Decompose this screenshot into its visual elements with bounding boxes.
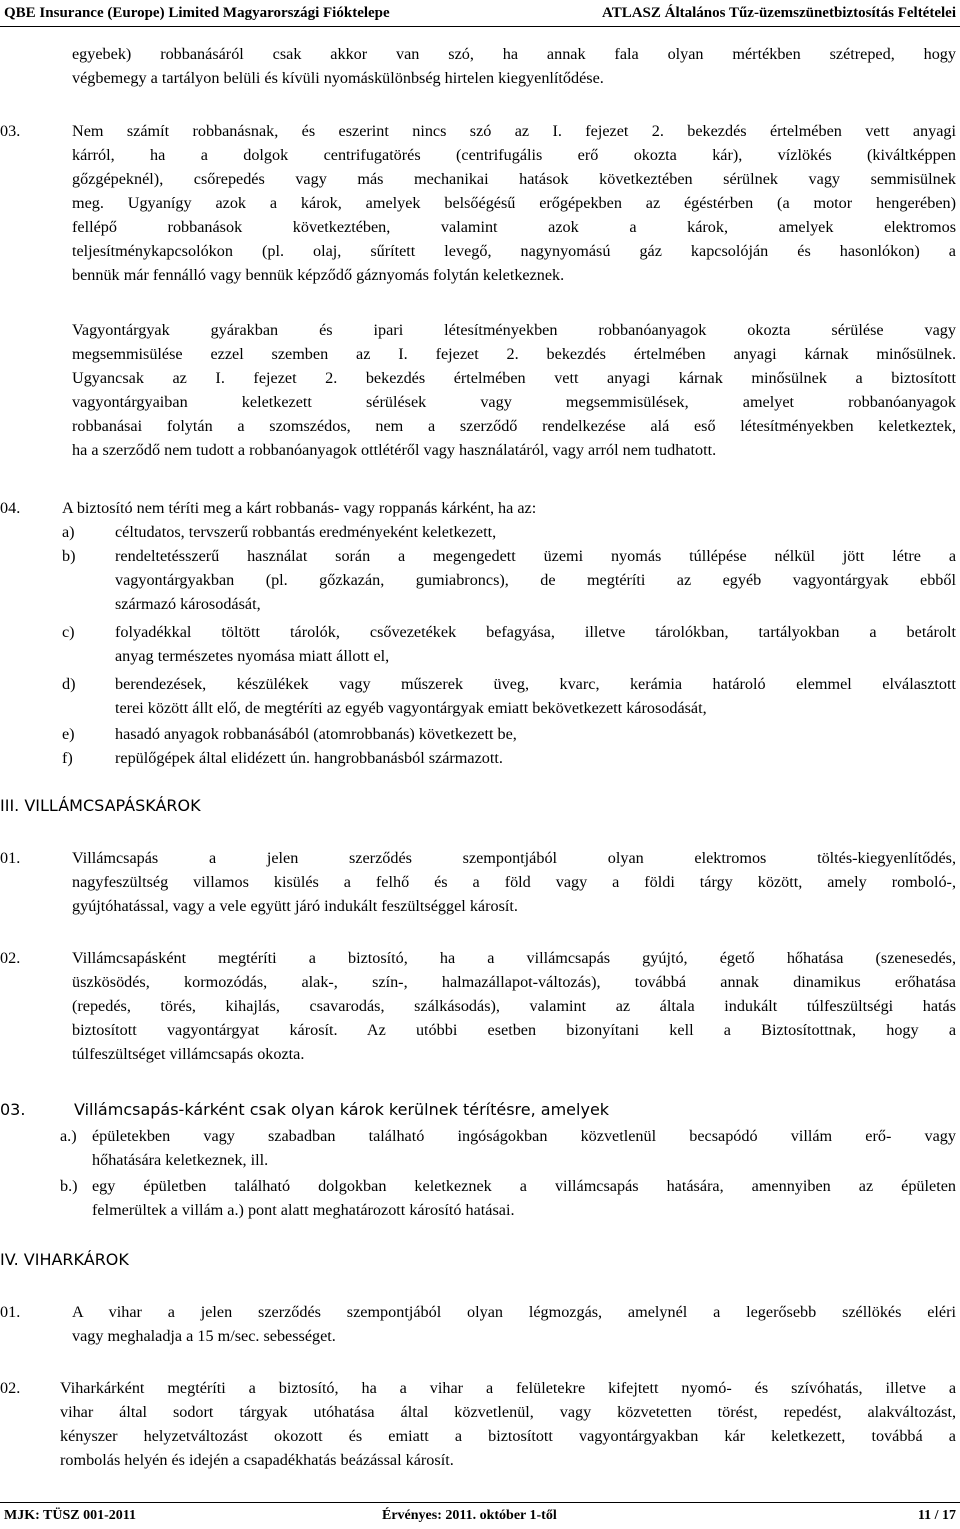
paragraph-villamcsapas-01: [72, 846, 956, 918]
text-line: folyadékkal töltött tárolók, csővezetékek befagyása, illetve tárolókban, tartályokban a betárolt: [115, 623, 956, 641]
text-line: túlfeszültséget villámcsapás okozta.: [72, 1045, 305, 1063]
text-line: kárról, ha a dolgok centrifugatörés (centrifugális erő okozta kár), vízlökés (kiváltképpen: [72, 146, 956, 164]
text-line: ha a szerződő nem tudott a robbanóanyagok ottlétéről vagy használatáról, vagy arról nem tudhatott.: [72, 441, 717, 459]
list-label: d): [62, 675, 76, 693]
list-item: [115, 722, 956, 746]
section-heading: IV. VIHARKÁROK: [0, 1250, 129, 1269]
paragraph-03-continued: [72, 318, 956, 462]
list-label: b.): [60, 1177, 78, 1195]
text-line: berendezések, készülékek vagy műszerek üveg, kvarc, kerámia határoló elemmel elválasztott: [115, 675, 956, 693]
paragraph-vihar-01: [72, 1300, 956, 1348]
text-line: hőhatására keletkeznek, ill.: [92, 1151, 269, 1169]
text-line: származó károsodását,: [115, 595, 261, 613]
text-line: Vagyontárgyak gyárakban és ipari létesítményekben robbanóanyagok okozta sérülése vagy: [72, 321, 956, 339]
footer-document-code: MJK: TÜSZ 001-2011: [4, 1508, 136, 1523]
text-line: egy épületben található dolgokban keletkeznek a villámcsapás hatására, amennyiben az épületen: [92, 1177, 956, 1195]
text-line: bennük már fennálló vagy bennük képződő gáznyomás folytán keletkeznek.: [72, 266, 565, 284]
list-label: a.): [60, 1127, 77, 1145]
text-line: hasadó anyagok robbanásából (atomrobbanás) következett be,: [115, 725, 517, 743]
text-line: rombolás helyén és idején a csapadékhatás beázással károsít.: [60, 1451, 454, 1469]
section-heading: III. VILLÁMCSAPÁSKÁROK: [0, 796, 201, 815]
list-item: [92, 1124, 956, 1172]
paragraph-number: 01.: [0, 1303, 21, 1321]
paragraph-number: 02.: [0, 949, 21, 967]
list-item: [115, 520, 956, 544]
paragraph-villamcsapas-02: [72, 946, 956, 1066]
page-footer: [0, 1502, 960, 1529]
paragraph-intro: A biztosító nem téríti meg a kárt robbanás- vagy roppanás kárként, ha az:: [62, 499, 537, 517]
text-line: fellépő robbanások következtében, valamint azok a károk, amelyek elektromos: [72, 218, 956, 236]
continuation-paragraph: [72, 42, 956, 90]
text-line: üszkösödés, kormozódás, alak-, szín-, halmazállapot-változás), továbbá annak dinamikus erőhatása: [72, 973, 956, 991]
text-line: anyag természetes nyomása miatt állott el,: [115, 647, 390, 665]
list-label: f): [62, 749, 73, 767]
text-line: nagyfeszültség villamos kisülés a felhő és a föld vagy a földi tárgy között, amely romboló-,: [72, 873, 956, 891]
header-company: QBE Insurance (Europe) Limited Magyarországi Fióktelepe: [4, 5, 390, 21]
text-line: Nem számít robbanásnak, és eszerint nincs szó az I. fejezet 2. bekezdés értelmében vett anyagi: [72, 122, 956, 140]
text-line: meg. Ugyanígy azok a károk, amelyek belsőégésű erőgépekben az égéstérben (a motor hengerében): [72, 194, 956, 212]
paragraph-03: [72, 119, 956, 287]
text-line: megsemmisülése ezzel szemben az I. fejezet 2. bekezdés értelmében anyagi kárnak minősülnek.: [72, 345, 956, 363]
text-line: Ugyancsak az I. fejezet 2. bekezdés értelmében vett anyagi kárnak minősülnek a biztosított: [72, 369, 956, 387]
text-line: végbemegy a tartályon belüli és kívüli nyomáskülönbség hirtelen kiegyenlítődése.: [72, 69, 604, 87]
text-line: terei között állt elő, de megtéríti az egyéb vagyontárgyak emiatt bekövetkezett károsodását,: [115, 699, 707, 717]
text-line: egyebek) robbanásáról csak akkor van szó, ha annak fala olyan mértékben szétreped, hogy: [72, 45, 956, 63]
text-line: vihar által sodort tárgyak utóhatása által közvetlenül, vagy közvetetten törést, repedést, alakváltozást,: [60, 1403, 956, 1421]
list-item: [115, 620, 956, 668]
text-line: vagy meghaladja a 15 m/sec. sebességet.: [72, 1327, 336, 1345]
text-line: biztosított vagyontárgyat károsít. Az utóbbi esetben bizonyítani kell a Biztosítottnak, hogy a: [72, 1021, 956, 1039]
list-item: [115, 544, 956, 616]
text-line: vagyontárgyakban (pl. gőzkazán, gumiabroncs), de megtéríti az egyéb vagyontárgyak ebből: [115, 571, 956, 589]
paragraph-vihar-02: [0, 1376, 956, 1472]
footer-validity: Érvényes: 2011. október 1-től: [382, 1508, 557, 1523]
paragraph-number: 03.: [0, 122, 21, 140]
text-line: Viharkárként megtéríti a biztosító, ha a vihar a felületekre kifejtett nyomó- és szívóhatás, illetve a: [60, 1379, 956, 1397]
text-line: vagyontárgyaiban keletkezett sérülések vagy megsemmisülések, amelyet robbanóanyagok: [72, 393, 956, 411]
text-line: gőzgépeknél), csőrepedés vagy más mechanikai hatások következtében sérülnek vagy semmisülnek: [72, 170, 956, 188]
text-line: rendeltetésszerű használat során a megengedett üzemi nyomás túllépése nélkül jött létre a: [115, 547, 956, 565]
list-label: e): [62, 725, 75, 743]
list-item: [115, 672, 956, 720]
text-line: robbanásai folytán a szomszédos, nem a szerződő rendelkezése alá eső létesítményekben keletkeztek,: [72, 417, 956, 435]
text-line: gyújtóhatással, vagy a vele együtt járó indukált feszültséggel károsít.: [72, 897, 518, 915]
text-line: épületekben vagy szabadban található ingóságokban közvetlenül becsapódó villám erő- vagy: [92, 1127, 956, 1145]
text-line: Villámcsapás a jelen szerződés szempontjából olyan elektromos töltés-kiegyenlítődés,: [72, 849, 956, 867]
list-label: a): [62, 523, 75, 541]
page-header: [0, 0, 960, 27]
paragraph-number: 02.: [0, 1379, 21, 1397]
paragraph-number: 03.: [0, 1100, 26, 1119]
text-line: (repedés, törés, kihajlás, csavarodás, szálkásodás), valamint az általa indukált túlfeszültségi hatás: [72, 997, 956, 1015]
paragraph-number: 04.: [0, 499, 21, 517]
text-line: céltudatos, tervszerű robbantás eredményeként keletkezett,: [115, 523, 497, 541]
list-label: c): [62, 623, 75, 641]
text-line: A vihar a jelen szerződés szempontjából olyan légmozgás, amelynél a legerősebb széllökés eléri: [72, 1303, 956, 1321]
list-item: [92, 1174, 956, 1222]
header-document-title: ATLASZ Általános Tűz-üzemszünetbiztosítás Feltételei: [601, 5, 956, 21]
list-item: [115, 746, 956, 770]
list-label: b): [62, 547, 76, 565]
paragraph-intro: Villámcsapás-kárként csak olyan károk kerülnek térítésre, amelyek: [74, 1100, 610, 1119]
text-line: Villámcsapásként megtéríti a biztosító, ha a villámcsapás gyújtó, égető hőhatása (szenesedés,: [72, 949, 956, 967]
paragraph-number: 01.: [0, 849, 21, 867]
text-line: kényszer helyzetváltozást okozott és emiatt a biztosított vagyontárgyakban kár keletkezett, továbbá a: [60, 1427, 956, 1445]
text-line: felmerültek a villám a.) pont alatt meghatározott károsító hatásai.: [92, 1201, 515, 1219]
text-line: repülőgépek által elidézett ún. hangrobbanásból származott.: [115, 749, 503, 767]
footer-page-number: 11 / 17: [917, 1508, 956, 1523]
text-line: teljesítménykapcsolókon (pl. olaj, sűrített levegő, nagynyomású gáz kapcsolóján és hasonlókon) a: [72, 242, 956, 260]
